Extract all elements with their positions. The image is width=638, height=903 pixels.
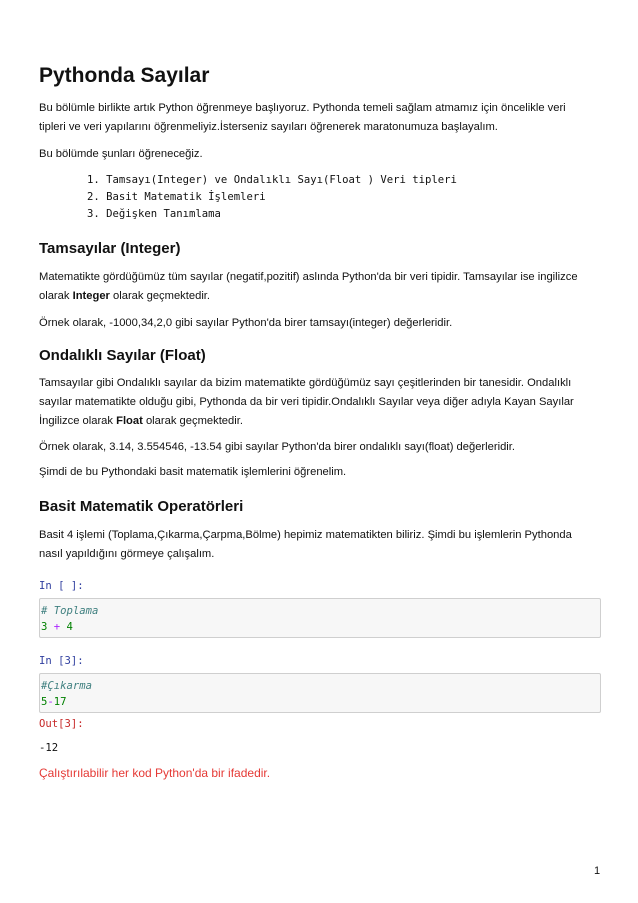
output-prompt: Out[3]: — [39, 718, 84, 730]
float-term: Float — [116, 415, 143, 427]
code-comment: # Toplama — [41, 605, 99, 617]
intro-paragraph — [39, 99, 599, 137]
intro-line-2: tipleri ve veri yapılarını öğrenmeliyiz.İsterseniz sayıları öğrenerek maratonumuza başlayalım. — [39, 121, 498, 133]
learn-intro: Bu bölümde şunları öğreneceğiz. — [39, 148, 203, 160]
operators-line-1: Basit 4 işlemi (Toplama,Çıkarma,Çarpma,Bölme) hepimiz matematikten biliriz. Şimdi bu işlemlerin Pythonda — [39, 529, 572, 541]
cell-output: -12 — [39, 742, 59, 754]
integer-example: Örnek olarak, -1000,34,2,0 gibi sayılar Python'da birer tamsayı(integer) değerleridir. — [39, 317, 453, 329]
topic-item: 1. Tamsayı(Integer) ve Ondalıklı Sayı(Float ) Veri tipleri — [87, 174, 457, 186]
integer-term: Integer — [72, 290, 110, 302]
float-example: Örnek olarak, 3.14, 3.554546, -13.54 gibi sayılar Python'da birer ondalıklı sayı(float) değerleridir. — [39, 441, 516, 453]
integer-line-2 — [39, 287, 599, 306]
float-line-3 — [39, 412, 599, 431]
code-number: 17 — [53, 696, 67, 708]
intro-line-1: Bu bölümle birlikte artık Python öğrenmeye başlıyoruz. Pythonda temeli sağlam atmamız için öncelikle veri — [39, 102, 566, 114]
input-prompt: In [3]: — [39, 655, 84, 667]
text: İngilizce olarak — [39, 415, 117, 427]
text: olarak — [39, 290, 73, 302]
code-operator: + — [47, 621, 67, 633]
integer-paragraph — [39, 268, 599, 306]
text: olarak geçmektedir. — [109, 290, 211, 302]
statement-note: Çalıştırılabilir her kod Python'da bir ifadedir. — [39, 766, 271, 780]
text: olarak geçmektedir. — [142, 415, 243, 427]
code-number: 4 — [66, 621, 73, 633]
operators-heading: Basit Matematik Operatörleri — [39, 498, 244, 515]
operators-line-2: nasıl yapıldığını görmeye çalışalım. — [39, 548, 215, 560]
code-number: 3 — [41, 621, 48, 633]
code-comment: #Çıkarma — [41, 680, 93, 692]
topic-item: 3. Değişken Tanımlama — [87, 208, 221, 220]
topic-list — [39, 172, 599, 223]
integer-line-1: Matematikte gördüğümüz tüm sayılar (negatif,pozitif) aslında Python'da bir veri tipidir. Tamsayılar ise ingilizce — [39, 271, 578, 283]
page-title: Pythonda Sayılar — [39, 64, 210, 87]
code-operator: - — [47, 696, 54, 708]
code-number: 5 — [41, 696, 48, 708]
operators-paragraph — [39, 526, 599, 564]
float-heading: Ondalıklı Sayılar (Float) — [39, 347, 206, 364]
float-line-2: sayılar matematikte olduğu gibi, Pythonda da bir veri tipidir.Ondalıklı Sayılar veya diğer adıyla Kayan Sayılar — [39, 396, 574, 408]
topic-item: 2. Basit Matematik İşlemleri — [87, 191, 266, 203]
float-paragraph — [39, 374, 599, 431]
input-prompt: In [ ]: — [39, 580, 84, 592]
float-line-1: Tamsayılar gibi Ondalıklı sayılar da bizim matematikte gördüğümüz sayı çeşitlerinden bir tanesidir. Ondalıklı — [39, 377, 572, 389]
code-line — [41, 619, 600, 635]
float-transition: Şimdi de bu Pythondaki basit matematik işlemlerini öğrenelim. — [39, 466, 347, 478]
integer-heading: Tamsayılar (Integer) — [39, 240, 181, 257]
code-line — [41, 694, 600, 710]
code-cell-addition[interactable] — [39, 598, 601, 638]
code-cell-subtraction[interactable] — [39, 673, 601, 713]
page-number: 1 — [594, 865, 601, 877]
